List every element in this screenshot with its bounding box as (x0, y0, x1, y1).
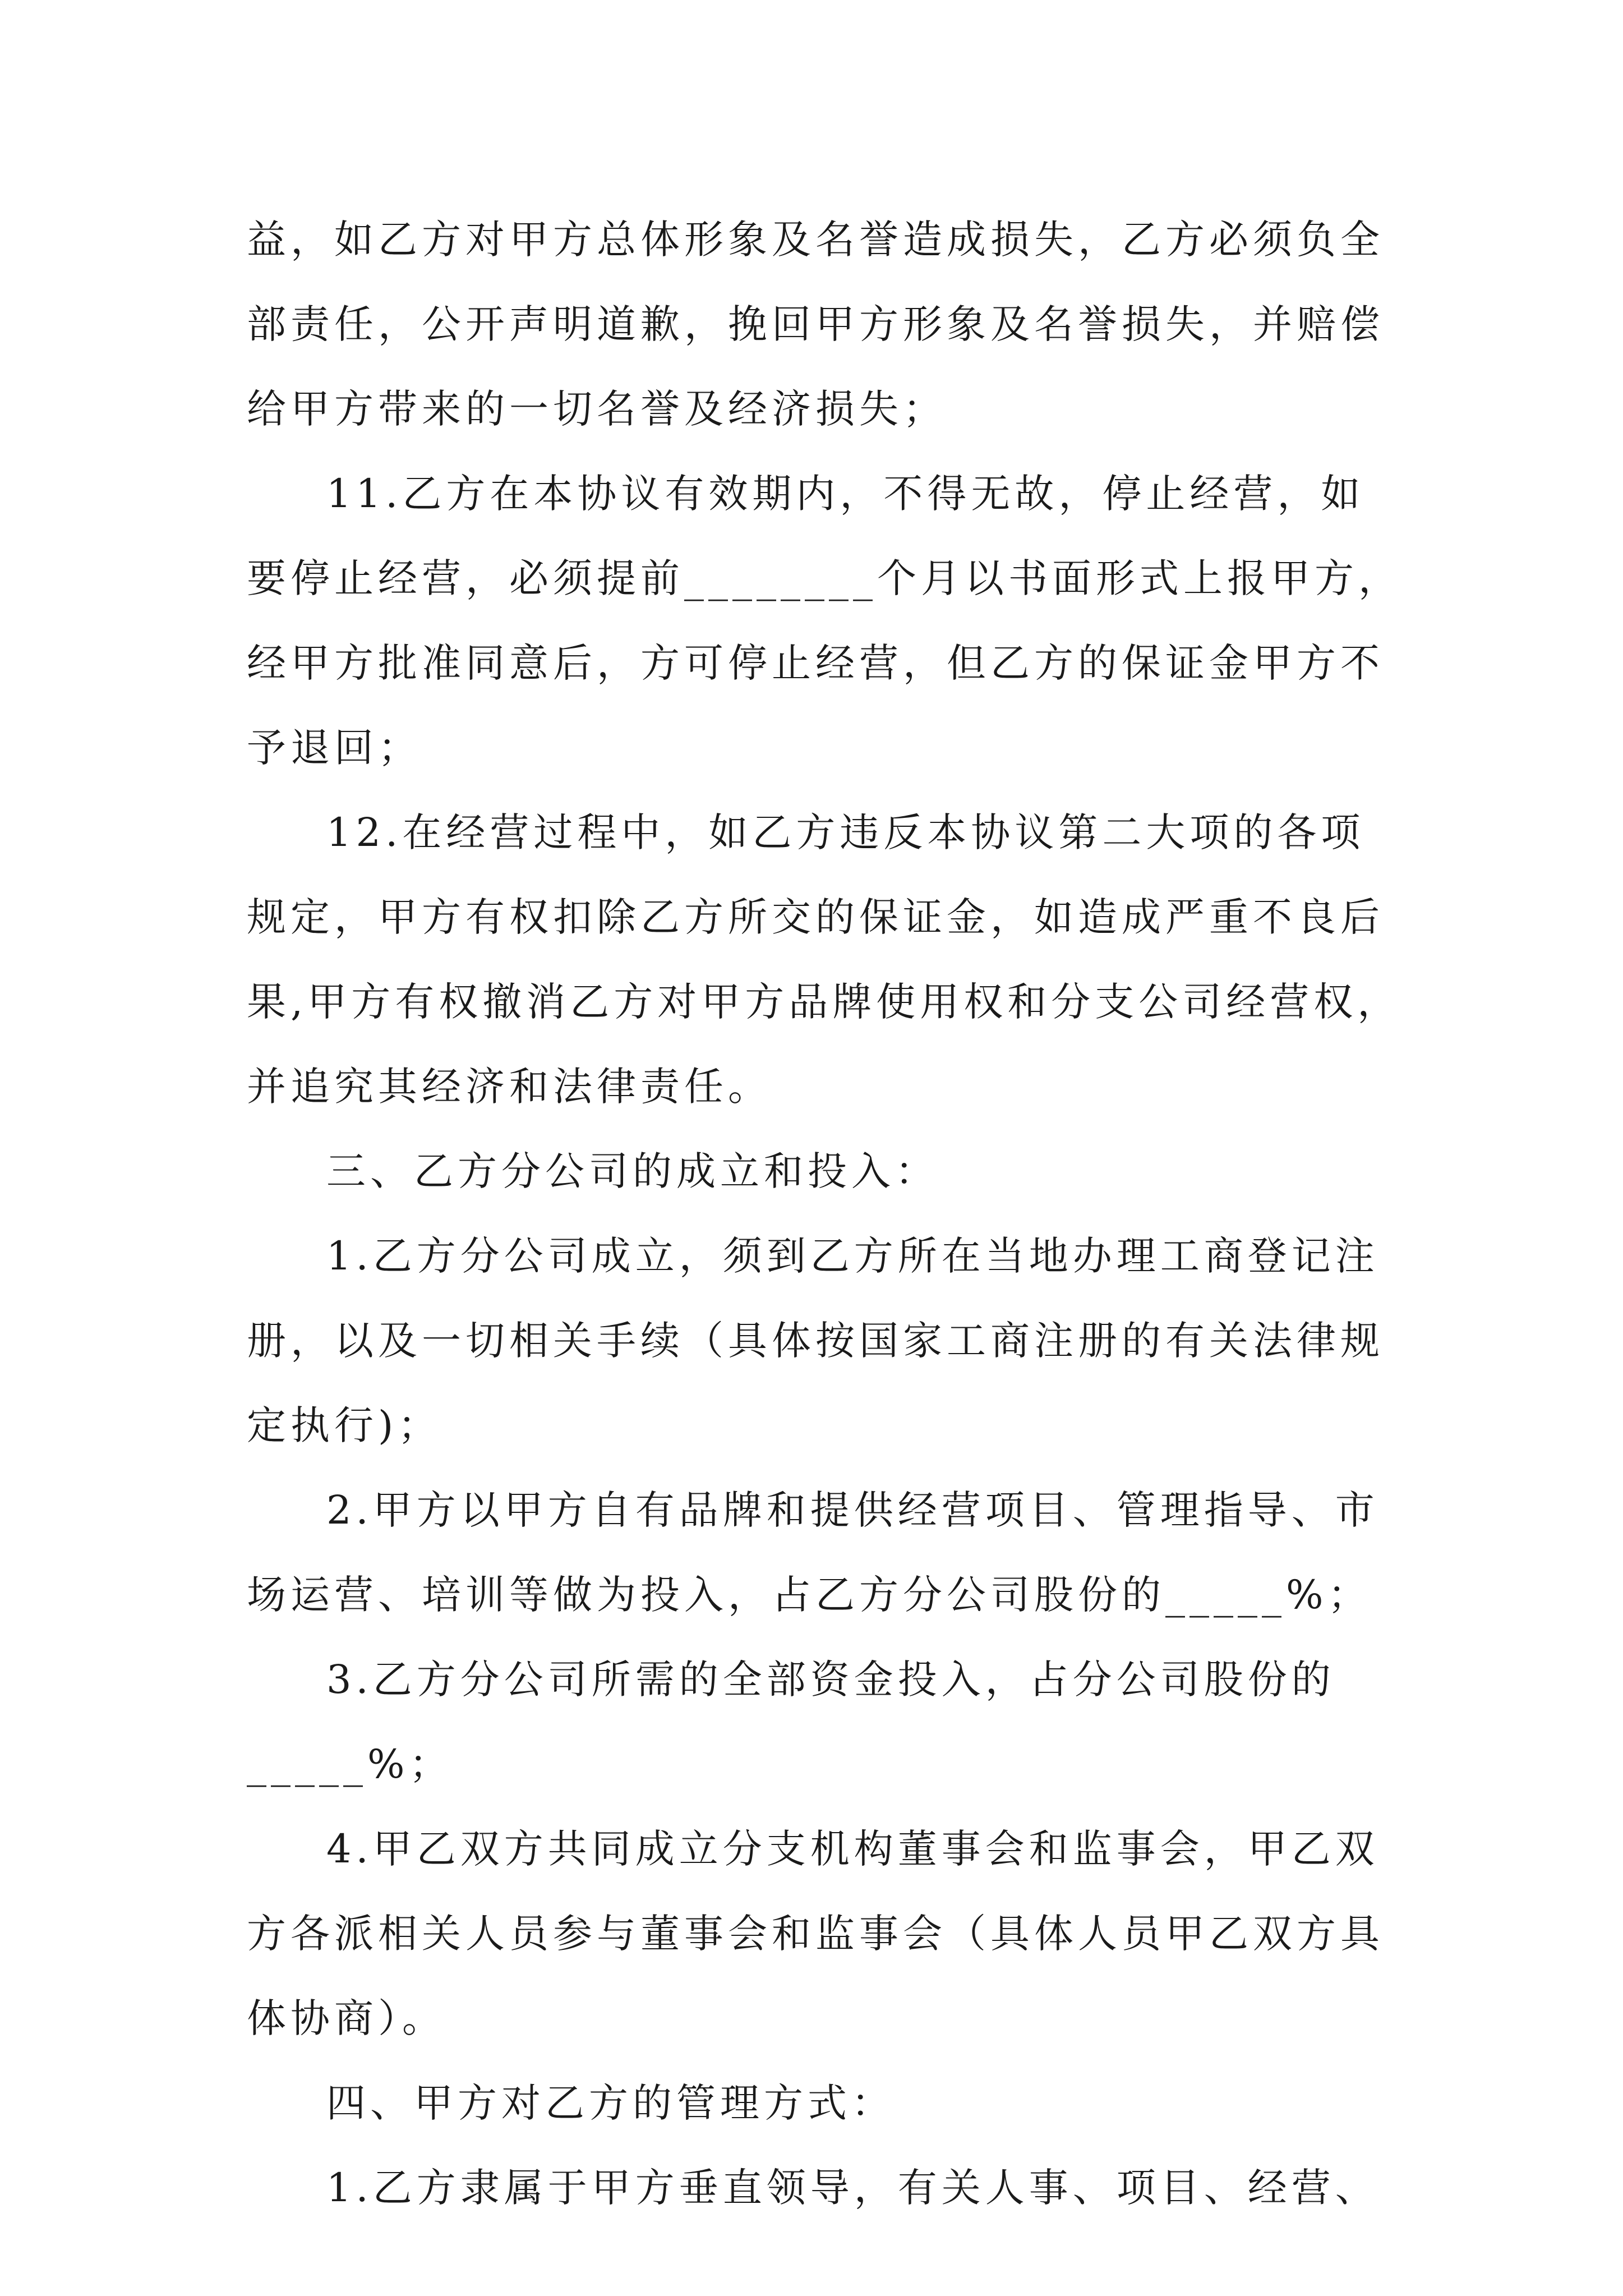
text-line: 并追究其经济和法律责任。 (247, 1064, 772, 1110)
section-heading-3: 三、乙方分公司的成立和投入： (326, 1148, 939, 1194)
clause-12: 12.在经营过程中，如乙方违反本协议第二大项的各项 (326, 809, 1365, 855)
section-heading-4: 四、甲方对乙方的管理方式： (326, 2080, 895, 2126)
section4-clause-1: 1.乙方隶属于甲方垂直领导，有关人事、项目、经营、 (326, 2165, 1379, 2211)
text-line: 定执行)； (247, 1402, 442, 1448)
text-line: 规定，甲方有权扣除乙方所交的保证金，如造成严重不良后 (247, 894, 1384, 940)
section3-clause-2: 2.甲方以甲方自有品牌和提供经营项目、管理指导、市 (326, 1487, 1379, 1533)
text-line: 益，如乙方对甲方总体形象及名誉造成损失，乙方必须负全 (247, 217, 1384, 263)
text-line: 方各派相关人员参与董事会和监事会（具体人员甲乙双方具 (247, 1911, 1384, 1957)
section3-clause-3: 3.乙方分公司所需的全部资金投入，占分公司股份的 (326, 1657, 1335, 1703)
text-line: 部责任，公开声明道歉，挽回甲方形象及名誉损失，并赔偿 (247, 301, 1384, 347)
text-line: 经甲方批准同意后，方可停止经营，但乙方的保证金甲方不 (247, 640, 1384, 686)
text-line: 果,甲方有权撤消乙方对甲方品牌使用权和分支公司经营权， (247, 979, 1401, 1025)
text-line: 场运营、培训等做为投入，占乙方分公司股份的_____%； (247, 1572, 1372, 1618)
text-line: 体协商）。 (247, 1995, 446, 2041)
text-line: _____%； (247, 1741, 453, 1787)
text-line: 给甲方带来的一切名誉及经济损失； (247, 386, 947, 432)
text-line: 册，以及一切相关手续（具体按国家工商注册的有关法律规 (247, 1318, 1384, 1364)
section3-clause-1: 1.乙方分公司成立，须到乙方所在当地办理工商登记注 (326, 1233, 1379, 1279)
clause-11: 11.乙方在本协议有效期内，不得无故，停止经营，如 (326, 471, 1365, 517)
section3-clause-4: 4.甲乙双方共同成立分支机构董事会和监事会，甲乙双 (326, 1826, 1379, 1872)
text-line: 要停止经营，必须提前________个月以书面形式上报甲方， (247, 555, 1402, 601)
text-line: 予退回； (247, 725, 422, 771)
